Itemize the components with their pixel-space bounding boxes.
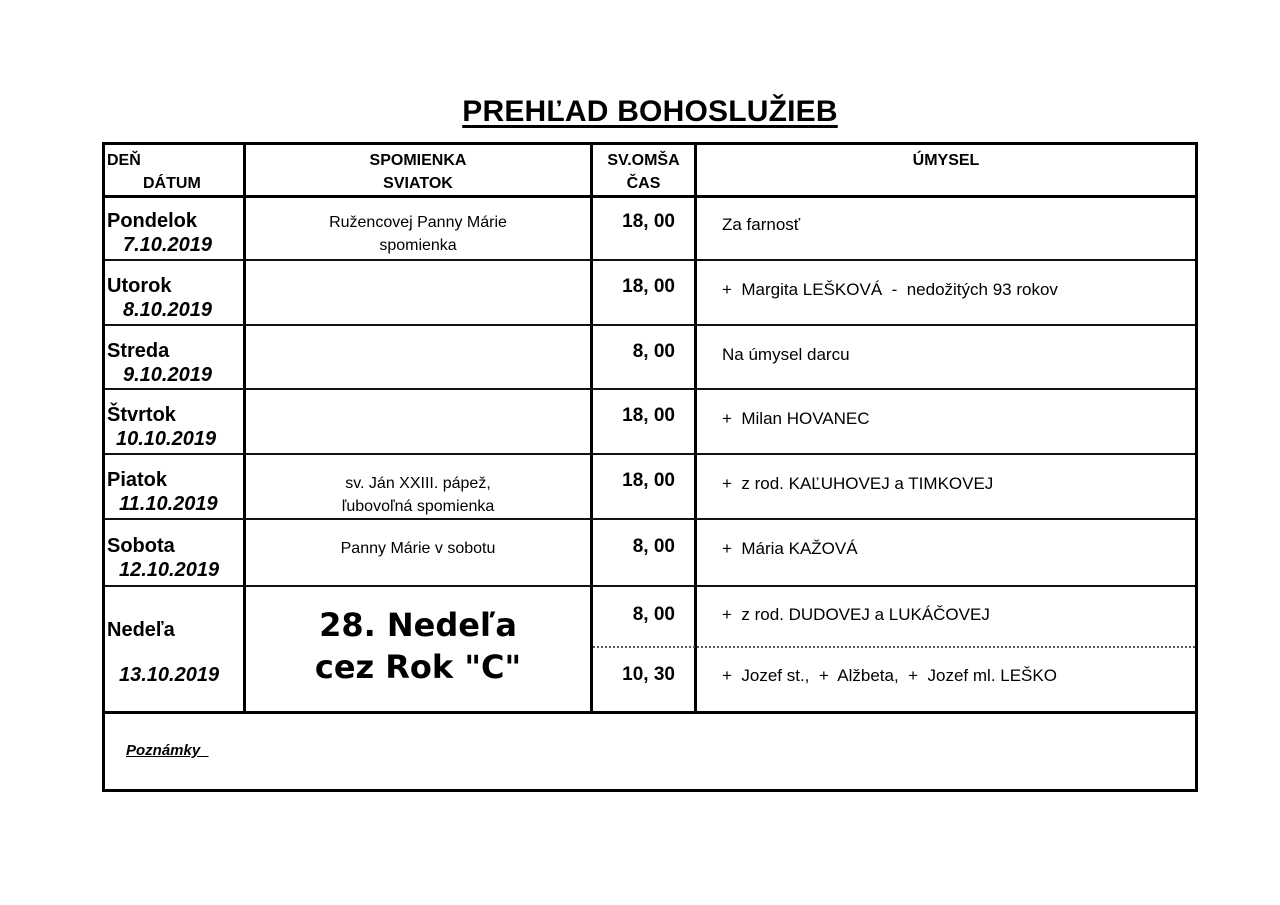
feast-text: Panny Márie v sobotu <box>340 540 496 557</box>
mass-time: 8, 00 <box>632 341 675 362</box>
header-day-label: DEŇ <box>107 152 141 169</box>
header-feast-label: SPOMIENKA <box>369 152 467 169</box>
mass-time: 18, 00 <box>622 470 675 491</box>
mass-intent: Za farnosť <box>722 215 801 234</box>
mass-intent: + Mária KAŽOVÁ <box>722 539 858 558</box>
feast-cell <box>246 537 590 560</box>
table-row-day-cell <box>107 403 241 451</box>
table-row-day-cell <box>107 534 241 582</box>
header-intent <box>697 149 1195 172</box>
row-divider <box>105 453 1195 455</box>
day-date: 8.10.2019 <box>123 299 212 321</box>
feast-cell <box>246 472 590 518</box>
feast-subtext: ľubovoľná spomienka <box>341 498 495 515</box>
header-mass-label: SV.OMŠA <box>607 152 680 169</box>
mass-intent: + z rod. DUDOVEJ a LUKÁČOVEJ <box>722 605 990 624</box>
mass-intent: + Milan HOVANEC <box>722 409 870 428</box>
row-divider <box>105 585 1195 587</box>
header-holiday-label: SVIATOK <box>383 175 453 192</box>
day-name: Sobota <box>107 535 175 557</box>
mass-time: 8, 00 <box>632 536 675 557</box>
mass-divider-dotted <box>593 646 1195 648</box>
header-feast <box>246 149 590 195</box>
table-row-day-cell <box>107 468 241 516</box>
sunday-feast-subtitle: cez Rok "C" <box>314 648 522 686</box>
day-date: 7.10.2019 <box>123 234 212 256</box>
row-divider <box>105 324 1195 326</box>
feast-text: sv. Ján XXIII. pápež, <box>345 475 491 492</box>
mass-time: 8, 00 <box>632 604 675 625</box>
day-name: Štvrtok <box>107 404 176 426</box>
mass-intent: + Jozef st., + Alžbeta, + Jozef ml. LEŠKO <box>722 666 1057 685</box>
notes-label: Poznámky <box>126 742 209 759</box>
feast-cell <box>246 211 590 257</box>
mass-time: 10, 30 <box>622 664 675 685</box>
mass-time: 18, 00 <box>622 211 675 232</box>
header-date-label: DÁTUM <box>143 175 201 192</box>
sunday-feast <box>246 604 590 688</box>
mass-intent: + Margita LEŠKOVÁ - nedožitých 93 rokov <box>722 280 1058 299</box>
day-name: Piatok <box>107 469 168 491</box>
sunday-feast-title: 28. Nedeľa <box>319 606 517 644</box>
mass-intent: + z rod. KAĽUHOVEJ a TIMKOVEJ <box>722 474 994 493</box>
day-name: Pondelok <box>107 210 198 232</box>
table-row-day-cell <box>107 209 241 257</box>
notes-divider <box>105 711 1195 714</box>
day-date: 12.10.2019 <box>119 559 220 581</box>
day-date: 10.10.2019 <box>116 428 217 450</box>
row-divider <box>105 518 1195 520</box>
sunday-day-name: Nedeľa <box>107 619 175 641</box>
feast-text: Ružencovej Panny Márie <box>329 214 507 231</box>
row-divider <box>105 388 1195 390</box>
table-row-day-cell <box>107 274 241 322</box>
row-divider <box>105 259 1195 261</box>
table-row-day-cell <box>107 339 241 387</box>
mass-intent: Na úmysel darcu <box>722 345 850 364</box>
feast-subtext: spomienka <box>379 237 457 254</box>
sunday-date: 13.10.2019 <box>119 664 220 686</box>
header-time-label: ČAS <box>626 175 661 192</box>
header-divider <box>105 195 1195 198</box>
page-title: PREHĽAD BOHOSLUŽIEB <box>462 95 838 128</box>
column-divider <box>694 145 697 711</box>
day-date: 9.10.2019 <box>123 364 212 386</box>
header-day <box>107 149 241 195</box>
mass-time: 18, 00 <box>622 405 675 426</box>
schedule-table <box>102 142 1198 792</box>
day-name: Streda <box>107 340 170 362</box>
header-time <box>593 149 694 195</box>
day-date: 11.10.2019 <box>119 493 218 515</box>
mass-time: 18, 00 <box>622 276 675 297</box>
day-name: Utorok <box>107 275 172 297</box>
header-intent-label: ÚMYSEL <box>912 152 980 169</box>
